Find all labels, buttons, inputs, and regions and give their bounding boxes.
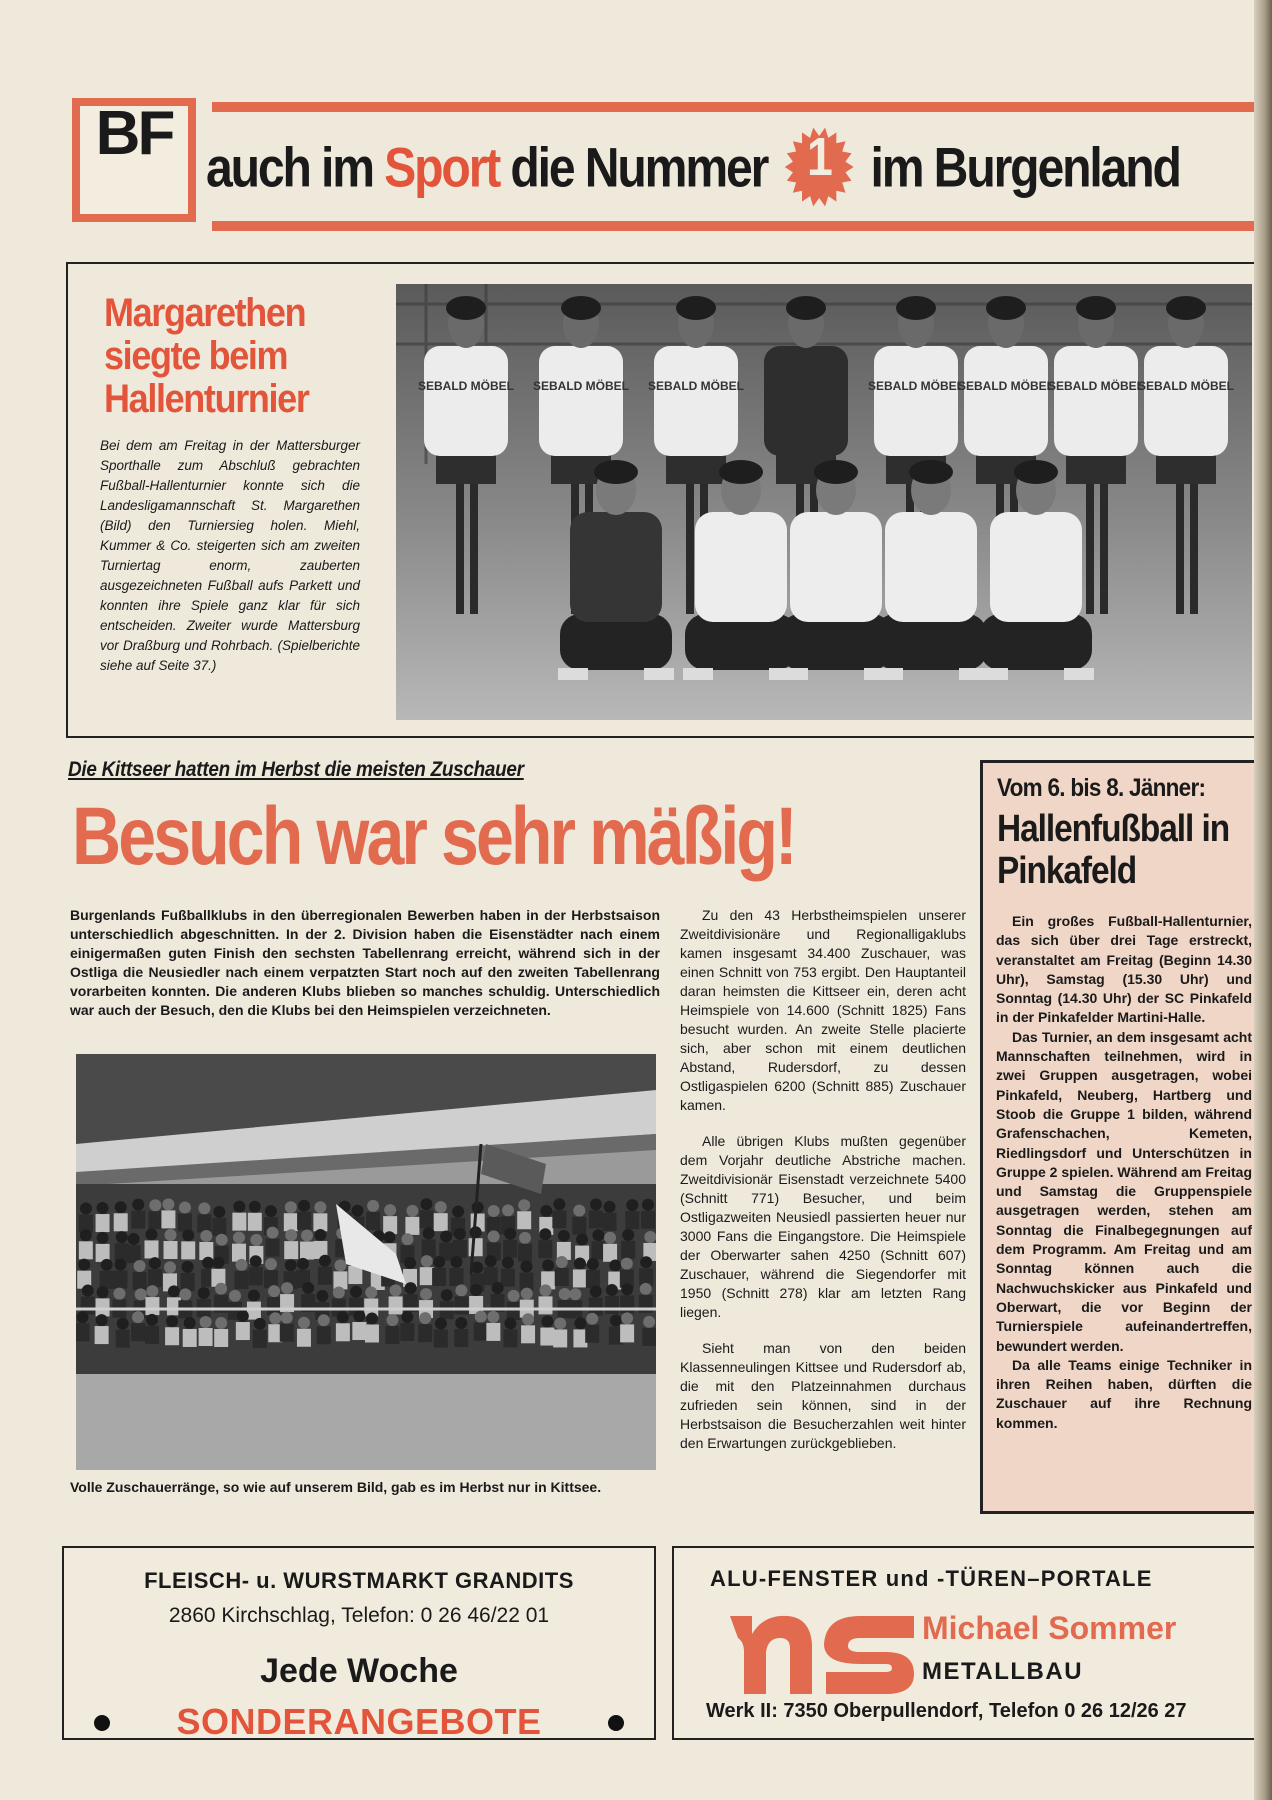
bf-logo: BF xyxy=(95,99,173,168)
article-headline: Besuch war sehr mäßig! xyxy=(72,791,795,882)
sidebar-kicker: Vom 6. bis 8. Jänner: xyxy=(997,774,1206,802)
sidebar-paragraph: Da alle Teams einige Techniker in ihren Reihen haben, dürften die Zuschauer auf ihre Rechnung kommen. xyxy=(996,1356,1252,1431)
masthead-banner xyxy=(72,98,1262,233)
banner-bottom-rule xyxy=(212,221,1262,231)
ad-grandits-address: 2860 Kirchschlag, Telefon: 0 26 46/22 01 xyxy=(168,1604,550,1627)
svg-text:SEBALD MÖBEL: SEBALD MÖBEL xyxy=(868,379,964,393)
svg-text:SEBALD MÖBEL: SEBALD MÖBEL xyxy=(648,379,744,393)
article-lead: Burgenlands Fußballklubs in den überregionalen Bewerben haben in der Herbstsaison unterschiedlich abgeschnitten. In der 2. Division haben die Eisenstädter nach einem einigermaßen guten Finish den sechsten Tabellenrang erreicht, während sich in der Ostliga die Neusiedler nach einem verpatzten Start noch auf den zweiten Tabellenrang vorarbeiten konnten. Die anderen Klubs blieben so manches schuldig. Unterschiedlich war auch der Besuch, den die Klubs bei den Heimspielen verzeichneten. xyxy=(70,907,660,1018)
ad-sommer-trade: METALLBAU xyxy=(922,1658,1084,1685)
badge-number: 1 xyxy=(807,127,831,187)
sidebar-body xyxy=(996,912,1252,1433)
ad-sommer-products: ALU-FENSTER und -TÜREN–PORTALE xyxy=(710,1566,1153,1591)
ad-grandits-offers xyxy=(64,1701,654,1743)
ad-grandits-offers-text: SONDERANGEBOTE xyxy=(176,1701,542,1742)
ad-sommer-company-name: Michael Sommer xyxy=(922,1610,1177,1646)
svg-text:SEBALD MÖBEL: SEBALD MÖBEL xyxy=(418,379,514,393)
slogan-part-4: im Burgenland xyxy=(870,135,1180,199)
slogan-part-1: auch im xyxy=(206,135,373,199)
sidebar-title: Hallenfußball in Pinkafeld xyxy=(997,808,1230,892)
svg-text:SEBALD MÖBEL: SEBALD MÖBEL xyxy=(1138,379,1234,393)
bullet-dot-icon xyxy=(94,1715,110,1731)
sidebar-paragraph: Ein großes Fußball-Hallenturnier, das sich über drei Tage erstreckt, veranstaltet am Freitag (Beginn 14.30 Uhr), Samstag (15.30 Uhr) und Sonntag (14.30 Uhr) der SC Pinkafeld in der Pinkafelder Martini-Halle. xyxy=(996,913,1252,1026)
advertisement-grandits xyxy=(62,1546,656,1740)
page-edge-shadow xyxy=(1254,0,1272,1800)
crowd-photo xyxy=(76,1054,656,1470)
top-article-title: Margarethen siegte beim Hallenturnier xyxy=(104,291,309,421)
ad-grandits-name: FLEISCH- u. WURSTMARKT GRANDITS xyxy=(144,1568,574,1593)
bullet-dot-icon xyxy=(608,1715,624,1731)
column-2-paragraph: Alle übrigen Klubs mußten gegenüber dem Vorjahr deutliche Abstriche machen. Zweitdivisionär Eisenstadt verzeichnete 5400 (Schnitt 771) Besucher, und beim Ostligazweiten Neusiedl passierten heuer nur 3000 Fans die Eingangstore. Die Heimspiele der Oberwarter sahen 4250 (Schnitt 607) Zuschauer, während die Siegendorfer mit 1950 (Schnitt 278) klar am letzten Rang liegen. xyxy=(680,1133,966,1320)
ad-grandits-weekly: Jede Woche xyxy=(260,1652,458,1690)
column-2-paragraph: Sieht man von den beiden Klassenneulingen Kittsee und Rudersdorf ab, die mit den Platzeinnahmen durchaus zufrieden sein können, sind in der Herbstsaison die Besucherzahlen weit hinter den Erwartungen zurückgeblieben. xyxy=(680,1340,966,1451)
ms-logo-icon xyxy=(730,1604,916,1696)
sidebar-paragraph: Das Turnier, an dem insgesamt acht Mannschaften teilnehmen, wird in zwei Gruppen ausgetragen, wobei Pinkafeld, Neuberg, Hartberg und Stoob die Gruppe 1 bilden, während Grafenschachen, Kemeten, Riedlingsdorf und Unterschützen in Gruppe 2 spielen. Während am Freitag und Samstag die Gruppenspiele ausgetragen werden, stehen am Sonntag die Finalbegegnungen auf dem Programm. Am Freitag und am Sonntag können auch die Nachwuchskicker aus Pinkafeld und Oberwart, die vor Beginn der Turnierspiele aufeinandertreffen, bewundert werden. xyxy=(996,1028,1252,1354)
ad-sommer-address: Werk II: 7350 Oberpullendorf, Telefon 0 26 12/26 27 xyxy=(706,1700,1187,1722)
article-column-2 xyxy=(680,906,966,1470)
svg-text:SEBALD MÖBEL: SEBALD MÖBEL xyxy=(958,379,1054,393)
top-article-body: Bei dem am Freitag in der Mattersburger Sporthalle zum Abschluß gebrachten Fußball-Hallenturnier konnte sich die Landesligamannschaft St. Margarethen (Bild) den Turniersieg holen. Miehl, Kummer & Co. steigerten sich am zweiten Turniertag enorm, zauberten ausgezeichneten Fußball aufs Parkett und konnten ihre Spiele ganz klar für sich entscheiden. Zweiter wurde Mattersburg vor Draßburg und Rohrbach. (Spielberichte siehe auf Seite 37.) xyxy=(100,438,360,673)
svg-text:SEBALD MÖBEL: SEBALD MÖBEL xyxy=(1048,379,1144,393)
slogan-sport: Sport xyxy=(384,135,500,199)
starburst-badge-icon xyxy=(784,126,855,208)
banner-top-rule xyxy=(212,102,1262,112)
advertisement-sommer xyxy=(672,1546,1260,1740)
team-photo xyxy=(396,284,1252,720)
slogan-part-3: die Nummer xyxy=(510,135,768,199)
article-kicker: Die Kittseer hatten im Herbst die meisten Zuschauer xyxy=(68,758,524,781)
crowd-photo-caption: Volle Zuschauerränge, so wie auf unserem Bild, gab es im Herbst nur in Kittsee. xyxy=(70,1479,602,1495)
svg-text:SEBALD MÖBEL: SEBALD MÖBEL xyxy=(533,379,629,393)
banner-slogan xyxy=(206,126,1180,208)
column-2-paragraph: Zu den 43 Herbstheimspielen unserer Zweitdivisionäre und Regionalligaklubs kamen insgesamt 34.400 Zuschauer, was einen Schnitt von 753 ergibt. Den Hauptanteil daran heimsten die Kittseer ein, deren acht Heimspiele von 14.600 (Schnitt 1825) Fans besucht wurden. An zweite Stelle placierte sich, aber schon mit einem deutlichen Abstand, Rudersdorf, zu dessen Ostligaspielen 6200 (Schnitt 885) Zuschauer kamen. xyxy=(680,907,966,1113)
